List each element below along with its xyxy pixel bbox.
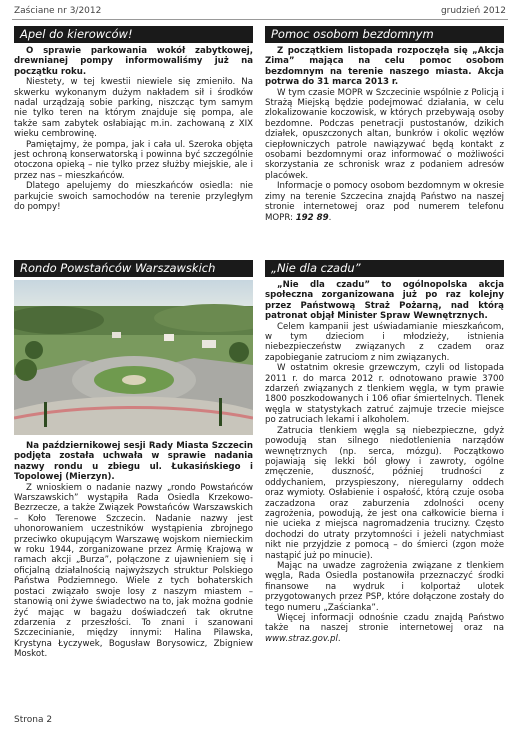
issue-label: Zaściane nr 3/2012 xyxy=(14,6,102,16)
paragraph: W tym czasie MOPR w Szczecinie wspólnie z Policją i Strażą Miejską będzie podejmować działania, w celu zlokalizowanie koczowisk, w których przebywają osoby bezdomne. Podczas penetracji pustostanów, dzikich działek, opuszczonych altan, bunkrów i okolic węzłów ciepłowniczych patrole nawiązywać będą kontakt z osobami bezdomnymi oraz informować o możliwości skorzystania ze schronisk wraz z podaniem adresów placówek. xyxy=(265,87,504,181)
paragraph xyxy=(265,613,504,644)
paragraph-end: . xyxy=(328,212,332,223)
article-lead: Z początkiem listopada rozpoczęła się „Akcja Zima” mająca na celu pomoc osobom bezdomnym na terenie naszego miasta. Akcja potrwa do 31 marca 2013 r. xyxy=(265,46,504,88)
paragraph xyxy=(265,181,504,223)
article-czad xyxy=(265,260,504,644)
article-title: Apel do kierowców! xyxy=(14,26,253,43)
paragraph: Z wnioskiem o nadanie nazwy „rondo Powstańców Warszawskich” wystąpiła Rada Osiedla Krzekowo-Bezrzecze, a także Związek Powstańców Warszawskich – Koło Terenowe Szczecin. Nadanie nazwy jest uhonorowaniem uczestników wystąpienia zbrojnego przeciwko okupującym Warszawę wojskom niemieckim w roku 1944, zorganizowane przez Armię Krajową w ramach akcji „Burza”, połączone z ujawnieniem się i oficjalną działalnością najwyższych struktur Polskiego Państwa Podziemnego. Wiele z tych bohaterskich postaci związało swoje losy z naszym miastem – stanowią oni żywe świadectwo na to, jak można godnie żyć mając w bagażu doświadczeń tak okrutne zdarzenia z przeszłości. To znani i szanowani Szczecinianie, między innymi: Halina Pilawska, Krystyna Łyczywek, Bogusław Borysowicz, Zbigniew Moskot. xyxy=(14,482,253,660)
article-rondo xyxy=(14,260,253,660)
article-title: Rondo Powstańców Warszawskich xyxy=(14,260,253,277)
paragraph: Zatrucia tlenkiem węgla są niebezpieczne, gdyż powodują stan silnego niedotlenienia narządów wewnętrznych (np. serca, mózgu). Początkowo pojawiają się lekki ból głowy i zawroty, ogólne zmęczenie, duszność, później trudności z oddychaniem, przyspieszony, nieregularny oddech oraz wymioty. Osłabienie i ospałość, którą czuje osoba zaczadzona oraz zaburzenia zdolności oceny zagrożenia, powodują, że jest ona całkowicie bierna i nie ucieka z miejsca nagromadzenia trucizny. Często dochodzi do utraty przytomności i jeżeli natychmiast nikt nie przyjdzie z pomocą – do śmierci (zgon może nastąpić już po minucie). xyxy=(265,425,504,561)
article-lead: O sprawie parkowania wokół zabytkowej, drewnianej pompy informowaliśmy już na początku roku. xyxy=(14,46,253,77)
paragraph-text: Informacje o pomocy osobom bezdomnym w okresie zimy na terenie Szczecina znajdą Państwo na naszej stronie internetowej oraz pod numerem telefonu MOPR: xyxy=(265,181,504,223)
article-lead: Na październikowej sesji Rady Miasta Szczecin podjęta została uchwała w sprawie nadania nazwy rondu u zbiegu ul. Łukasińskiego i Topolowej (Mierzyn). xyxy=(14,441,253,483)
paragraph: Pamiętajmy, że pompa, jak i cała ul. Szeroka objęta jest ochroną konserwatorską i powinna być szczególnie otoczona opieką – nie tylko przez służby miejskie, ale i przez nas – mieszkańców. xyxy=(14,139,253,181)
article-title: Pomoc osobom bezdomnym xyxy=(265,26,504,43)
website-link[interactable]: www.straz.gov.pl xyxy=(265,633,338,644)
paragraph: Mając na uwadze zagrożenia związane z tlenkiem węgla, Rada Osiedla postanowiła przeznaczyć środki finansowe na wydruk i kolportaż ulotek przygotowanych przez PSP, które dołączone zostały do tego numeru „Zaścianka”. xyxy=(265,560,504,613)
paragraph-text: Więcej informacji odnośnie czadu znajdą Państwo także na naszej stronie internetowej oraz na xyxy=(265,613,504,634)
paragraph-end: . xyxy=(337,633,341,644)
roundabout-photo xyxy=(14,280,253,435)
mopr-phone-number: 192 89 xyxy=(295,212,329,223)
header-rule xyxy=(12,19,508,20)
article-title: „Nie dla czadu” xyxy=(265,260,504,277)
paragraph: Dlatego apelujemy do mieszkańców osiedla: nie parkujcie swoich samochodów na terenie przyległym do pompy! xyxy=(14,181,253,213)
page-number: Strona 2 xyxy=(14,715,53,725)
article-bezdomni xyxy=(265,26,504,223)
article-lead: „Nie dla czadu” to ogólnopolska akcja społeczna zorganizowana już po raz kolejny przez Państwową Straż Pożarną, nad którą patronat objął Minister Spraw Wewnętrznych. xyxy=(265,280,504,322)
article-kierowcy xyxy=(14,26,253,213)
issue-date: grudzień 2012 xyxy=(440,6,506,16)
paragraph: W ostatnim okresie grzewczym, czyli od listopada 2011 r. do marca 2012 r. odnotowano prawie 3700 zdarzeń związanych z tlenkiem węgla, w tym prawie 1800 poszkodowanych i 106 ofiar śmiertelnych. Tlenek węgla w statystykach zatruć zajmuje trzecie miejsce po zatruciach lekami i alkoholem. xyxy=(265,363,504,426)
paragraph: Niestety, w tej kwestii niewiele się zmieniło. Na skwerku wykonanym dużym nakładem sił i środków nadal urządzają sobie parking, niszcząc tym samym nie tylko teren na którym znajduje się pompa, ale także sam zabytek osłabiając m.in. zachowaną z XIX wieku cembrowinę. xyxy=(14,77,253,140)
paragraph: Celem kampanii jest uświadamianie mieszkańcom, w tym dzieciom i młodzieży, istnienia niebezpieczeństw związanych z czadem oraz zapobieganie zatruciom z nim związanych. xyxy=(265,321,504,363)
